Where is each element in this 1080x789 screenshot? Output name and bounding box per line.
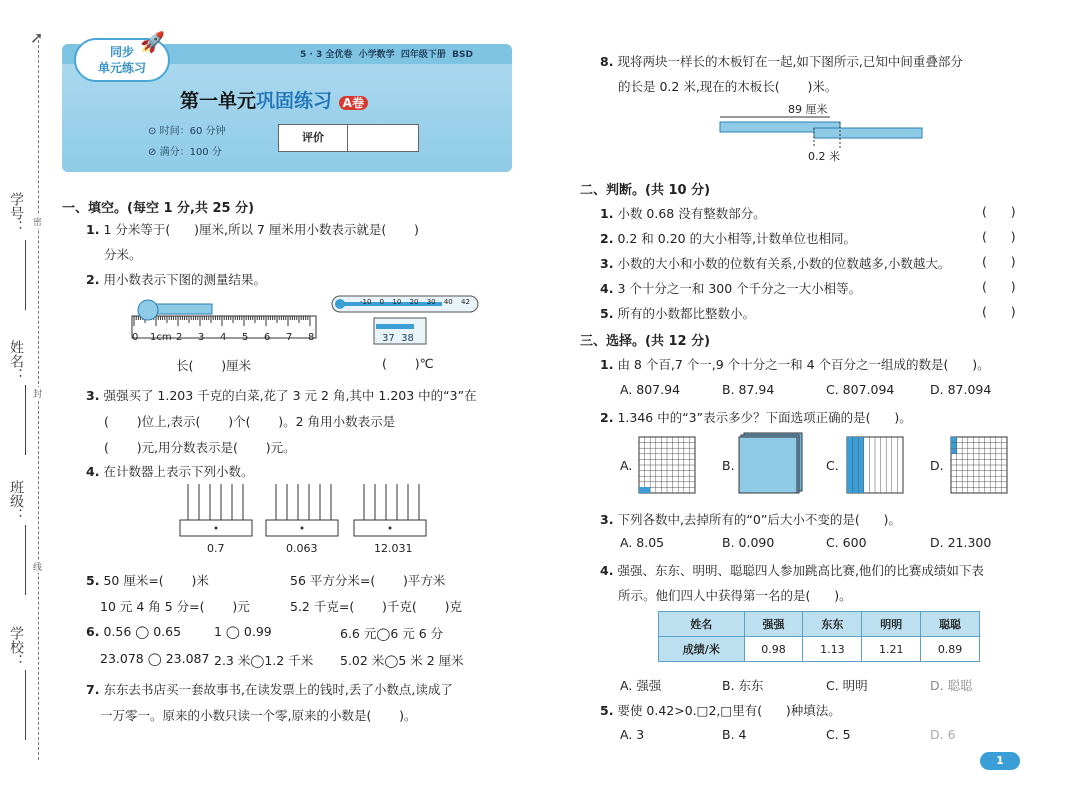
compare-right: 5 米 2 厘米 [398, 653, 464, 668]
binding-dashed-line [38, 40, 39, 760]
q5-item: 56 平方分米=( )平方米 [290, 573, 446, 588]
compare-left: 1 [214, 624, 222, 639]
student-no-label: 学号： [8, 192, 24, 234]
badge-line: 同步 [109, 45, 134, 59]
q-number: 7. [86, 682, 100, 697]
q1-line1: 1 分米等于( )厘米,所以 7 厘米用小数表示就是( ) [103, 222, 419, 237]
judge-blank[interactable]: ( ) [982, 304, 1016, 319]
compare-circle[interactable]: ◯ [131, 624, 154, 639]
thermo-answer: ( )℃ [382, 356, 434, 371]
ruler-tick-label: 6 [264, 332, 271, 343]
class-line [25, 525, 26, 595]
q4c-line2: 所示。他们四人中获得第一名的是( )。 [618, 588, 852, 603]
compare-right: 23.087 [165, 651, 210, 666]
badge-line: 单元练习 [97, 61, 146, 75]
q-number: 5. [600, 703, 614, 718]
q-number: 3. [86, 388, 100, 403]
option-b[interactable]: B. 东东 [722, 678, 764, 693]
q-number: 8. [600, 54, 614, 69]
q8-line2: 的长是 0.2 米,现在的木板长( )米。 [618, 79, 838, 94]
option-d[interactable]: D. 聪聪 [930, 678, 973, 693]
ruler-tick-label: 2 [176, 332, 183, 343]
rating-box [347, 124, 419, 152]
judge-text: 0.2 和 0.20 的大小相等,计数单位也相同。 [617, 231, 857, 246]
table-cell: 1.21 [862, 637, 921, 662]
compare-left: 2.3 米 [214, 653, 251, 668]
score-table [658, 611, 980, 662]
choice-question: 1.346 中的“3”表示多少？下面选项正确的是( )。 [617, 410, 912, 425]
option-d[interactable]: D. [930, 458, 944, 473]
choice-question: 由 8 个百,7 个一,9 个十分之一和 4 个百分之一组成的数是( )。 [617, 357, 990, 372]
q-number: 1. [600, 206, 614, 221]
option-d[interactable]: D. 6 [930, 727, 956, 742]
thermo-tick: 42 [461, 298, 470, 306]
table-header: 强强 [744, 612, 803, 637]
option-a[interactable]: A. 807.94 [620, 382, 681, 397]
ruler-tick-label: 5 [242, 332, 249, 343]
thermo-tick: -10 [360, 298, 372, 306]
thermo-tick: 20 [409, 298, 419, 306]
judge-blank[interactable]: ( ) [982, 229, 1016, 244]
q5-item: 5.2 千克=( )千克( )克 [290, 599, 462, 614]
q4-text: 在计数器上表示下列小数。 [103, 464, 254, 479]
compare-circle[interactable]: ◯ [143, 651, 166, 666]
q4c-line1: 强强、东东、明明、聪聪四人参加跳高比赛,他们的比赛成绩如下表 [617, 563, 984, 578]
q8-line1: 现将两块一样长的木板钉在一起,如下图所示,已知中间重叠部分 [617, 54, 963, 69]
thermo-tick: 30 [426, 298, 436, 306]
ruler-figure [128, 292, 324, 352]
title-part: 巩固练习 [256, 90, 333, 112]
option-a[interactable]: A. 8.05 [620, 535, 665, 550]
thermo-tick: 40 [443, 298, 453, 306]
option-d[interactable]: D. 87.094 [930, 382, 992, 397]
option-d[interactable]: D. 21.300 [930, 535, 992, 550]
grid-option-a [638, 436, 698, 494]
ruler-tick-label: 0 [132, 332, 139, 343]
option-c[interactable]: C. 807.094 [826, 382, 895, 397]
judge-text: 3 个十分之一和 300 个千分之一大小相等。 [617, 281, 862, 296]
time-text: 时间：60 分钟 [159, 126, 226, 137]
student-no-line [25, 240, 26, 310]
q-number: 3. [600, 256, 614, 271]
abacus-label: 0.063 [286, 542, 318, 555]
q-number: 6. [86, 624, 100, 639]
compare-right: 0.65 [153, 624, 182, 639]
class-label: 班级： [8, 480, 24, 522]
compare-left: 5.02 米 [340, 653, 385, 668]
section1-heading: 一、填空。(每空 1 分,共 25 分) [62, 201, 255, 216]
judge-text: 小数 0.68 没有整数部分。 [617, 206, 766, 221]
option-c[interactable]: C. [826, 458, 839, 473]
q7-line1: 东东去书店买一套故事书,在读发票上的钱时,丢了小数点,读成了 [103, 682, 453, 697]
q-number: 2. [86, 272, 100, 287]
rocket-icon: 🚀 [140, 30, 165, 54]
q-number: 4. [600, 281, 614, 296]
q5-item: 10 元 4 角 5 分=( )元 [100, 599, 250, 614]
compare-left: 6.6 元 [340, 626, 377, 641]
volume-badge: A卷 [339, 96, 368, 110]
compare-circle[interactable]: ◯ [376, 626, 391, 641]
school-line [25, 670, 26, 740]
compare-right: 6 元 6 分 [390, 626, 444, 641]
ruler-tick-label: 8 [308, 332, 315, 343]
q7-line2: 一万零一。原来的小数只读一个零,原来的小数是( )。 [100, 708, 417, 723]
choice-question: 要使 0.42>0.□2,□里有( )种填法。 [617, 703, 841, 718]
table-cell: 0.89 [921, 637, 980, 662]
q-number: 1. [86, 222, 100, 237]
binding-mark: 线 [33, 560, 42, 573]
table-header: 姓名 [659, 612, 745, 637]
score-text: 满分：100 分 [159, 147, 222, 158]
grid-option-d [950, 436, 1010, 494]
q3-line3: ( )元,用分数表示是( )元。 [104, 440, 296, 455]
name-label: 姓名： [8, 340, 24, 382]
option-c[interactable]: C. 明明 [826, 678, 868, 693]
judge-text: 小数的大小和小数的位数有关系,小数的位数越多,小数越大。 [617, 256, 951, 271]
ruler-tick-label: 7 [286, 332, 293, 343]
table-cell: 1.13 [803, 637, 862, 662]
table-header: 东东 [803, 612, 862, 637]
option-a[interactable]: A. 强强 [620, 678, 662, 693]
option-b[interactable]: B. 0.090 [722, 535, 775, 550]
ruler-tick-label: 1cm [150, 332, 172, 343]
school-label: 学校： [8, 626, 24, 668]
check-icon: ⊘ [148, 147, 157, 158]
judge-blank[interactable]: ( ) [982, 279, 1016, 294]
option-b[interactable]: B. 4 [722, 727, 747, 742]
judge-text: 所有的小数都比整数小。 [617, 306, 755, 321]
q1-line2: 分米。 [104, 247, 142, 262]
q-number: 5. [86, 573, 100, 588]
q-number: 4. [600, 563, 614, 578]
q-number: 2. [600, 410, 614, 425]
thermo-scale [360, 298, 470, 306]
abacus-figure [178, 482, 438, 540]
rocket-icon: ➚ [30, 28, 44, 47]
compare-circle[interactable]: ◯ [250, 653, 265, 668]
q2-text: 用小数表示下图的测量结果。 [103, 272, 266, 287]
ruler-answer: 长( )厘米 [176, 358, 252, 373]
choice-question: 下列各数中,去掉所有的“0”后大小不变的是( )。 [617, 512, 901, 527]
grid-option-c [846, 436, 906, 494]
binding-mark: 封 [33, 387, 42, 400]
name-line [25, 385, 26, 455]
series-label: 5 · 3 全优卷 小学数学 四年级下册 BSD [300, 50, 473, 60]
time-info [148, 122, 225, 137]
compare-right: 0.99 [243, 624, 272, 639]
title-part: 第一单元 [180, 90, 257, 112]
grid-option-b [738, 432, 804, 494]
page-number: 1 [980, 752, 1020, 770]
section3-heading: 三、选择。(共 12 分) [580, 334, 711, 349]
ruler-tick-label: 4 [220, 332, 227, 343]
q-number: 4. [86, 464, 100, 479]
option-c[interactable]: C. 600 [826, 535, 867, 550]
table-header: 明明 [862, 612, 921, 637]
page-title [180, 86, 368, 113]
option-c[interactable]: C. 5 [826, 727, 851, 742]
table-cell: 0.98 [744, 637, 803, 662]
section2-heading: 二、判断。(共 10 分) [580, 183, 711, 198]
judge-blank[interactable]: ( ) [982, 204, 1016, 219]
board-bottom-label: 0.2 米 [808, 150, 840, 163]
rating-label: 评价 [278, 124, 348, 152]
compare-circle[interactable]: ◯ [384, 653, 399, 668]
compare-left: 23.078 [100, 651, 144, 666]
compare-circle[interactable]: ◯ [221, 624, 244, 639]
option-b[interactable]: B. [722, 458, 735, 473]
score-info [148, 143, 222, 158]
abacus-label: 0.7 [207, 542, 225, 555]
q-number: 5. [600, 306, 614, 321]
compare-left: 0.56 [103, 624, 132, 639]
q3-line2: ( )位上,表示( )个( )。2 角用小数表示是 [104, 414, 396, 429]
option-a[interactable]: A. 3 [620, 727, 645, 742]
binding-mark: 密 [33, 215, 42, 228]
option-b[interactable]: B. 87.94 [722, 382, 775, 397]
thermo-tick: 10 [392, 298, 402, 306]
q-number: 3. [600, 512, 614, 527]
table-cell: 成绩/米 [659, 637, 745, 662]
q-number: 2. [600, 231, 614, 246]
option-a[interactable]: A. [620, 458, 633, 473]
table-header: 聪聪 [921, 612, 980, 637]
clock-icon: ⊙ [148, 126, 157, 137]
judge-blank[interactable]: ( ) [982, 254, 1016, 269]
q-number: 1. [600, 357, 614, 372]
abacus-label: 12.031 [374, 542, 413, 555]
q3-line1: 强强买了 1.203 千克的白菜,花了 3 元 2 角,其中 1.203 中的“3”在 [103, 388, 477, 403]
ruler-tick-label: 3 [198, 332, 205, 343]
thermo-zoom: 37 38 [382, 333, 414, 344]
compare-right: 1.2 千米 [264, 653, 314, 668]
q5-item: 50 厘米=( )米 [103, 573, 209, 588]
board-figure [718, 112, 928, 152]
thermo-tick: 0 [379, 298, 385, 306]
board-top-label: 89 厘米 [788, 103, 828, 116]
